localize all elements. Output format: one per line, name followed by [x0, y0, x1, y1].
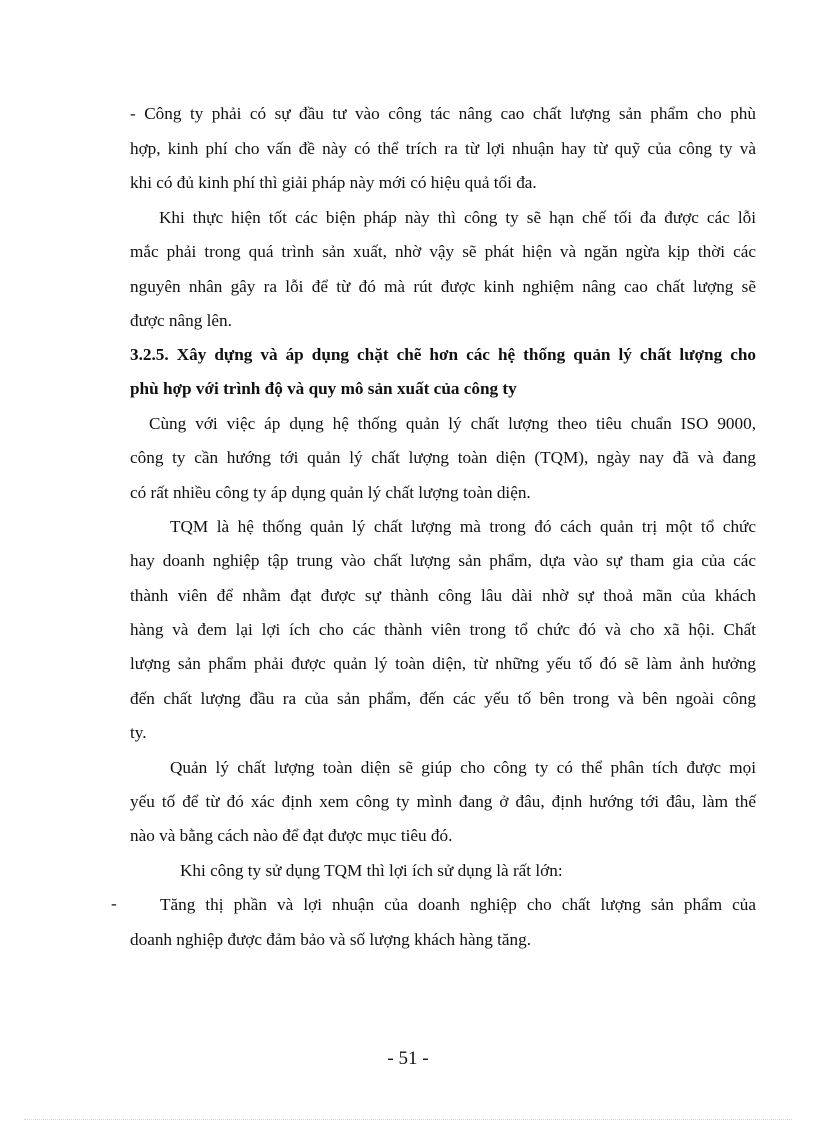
- paragraph-line: nào và bằng cách nào để đạt được mục tiêu đó.: [130, 826, 453, 845]
- paragraph-line: thành viên để nhằm đạt được sự thành công lâu dài nhờ sự thoả mãn của khách: [130, 586, 756, 605]
- paragraph-line: Quản lý chất lượng toàn diện sẽ giúp cho công ty có thể phân tích được mọi: [170, 758, 756, 777]
- paragraph-line: Cùng với việc áp dụng hệ thống quản lý chất lượng theo tiêu chuẩn ISO 9000,: [149, 414, 756, 433]
- paragraph-line: được nâng lên.: [130, 311, 232, 330]
- paragraph-line: Khi công ty sử dụng TQM thì lợi ích sử dụng là rất lớn:: [180, 861, 563, 880]
- paragraph-line: Khi thực hiện tốt các biện pháp này thì công ty sẽ hạn chế tối đa được các lỗi: [159, 208, 756, 227]
- paragraph-line: đến chất lượng đầu ra của sản phẩm, đến các yếu tố bên trong và bên ngoài công: [130, 689, 756, 708]
- bullet-line: Tăng thị phần và lợi nhuận của doanh nghiệp cho chất lượng sản phẩm của: [160, 895, 756, 914]
- paragraph-line: khi có đủ kinh phí thì giải pháp này mới có hiệu quả tối đa.: [130, 173, 537, 192]
- paragraph-line: mắc phải trong quá trình sản xuất, nhờ vậy sẽ phát hiện và ngăn ngừa kịp thời các: [130, 242, 756, 261]
- paragraph-line: - Công ty phải có sự đầu tư vào công tác nâng cao chất lượng sản phẩm cho phù: [130, 104, 756, 123]
- paragraph-line: hay doanh nghiệp tập trung vào chất lượng sản phẩm, dựa vào sự tham gia của các: [130, 551, 756, 570]
- paragraph-line: lượng sản phẩm phải được quản lý toàn diện, từ những yếu tố đó sẽ làm ảnh hưởng: [130, 654, 756, 673]
- paragraph-line: TQM là hệ thống quản lý chất lượng mà trong đó cách quản trị một tổ chức: [170, 517, 756, 536]
- paragraph-line: ty.: [130, 723, 147, 742]
- footer-divider: [24, 1119, 792, 1120]
- bullet-line: doanh nghiệp được đảm bảo và số lượng khách hàng tăng.: [130, 930, 531, 949]
- page-number: - 51 -: [387, 1048, 429, 1069]
- paragraph-line: hàng và đem lại lợi ích cho các thành viên trong tổ chức đó và cho xã hội. Chất: [130, 620, 756, 639]
- paragraph-line: công ty cần hướng tới quản lý chất lượng toàn diện (TQM), ngày nay đã và đang: [130, 448, 756, 467]
- paragraph-line: có rất nhiều công ty áp dụng quản lý chất lượng toàn diện.: [130, 483, 531, 502]
- section-heading: phù hợp với trình độ và quy mô sản xuất của công ty: [130, 379, 517, 398]
- section-heading: 3.2.5. Xây dựng và áp dụng chặt chẽ hơn các hệ thống quản lý chất lượng cho: [130, 345, 756, 364]
- paragraph-line: yếu tố để từ đó xác định xem công ty mình đang ở đâu, định hướng tới đâu, làm thế: [130, 792, 756, 811]
- paragraph-line: nguyên nhân gây ra lỗi để từ đó mà rút được kinh nghiệm nâng cao chất lượng sẽ: [130, 277, 756, 296]
- paragraph-line: hợp, kinh phí cho vấn đề này có thể trích ra từ lợi nhuận hay từ quỹ của công ty và: [130, 139, 756, 158]
- bullet-marker: -: [111, 894, 117, 913]
